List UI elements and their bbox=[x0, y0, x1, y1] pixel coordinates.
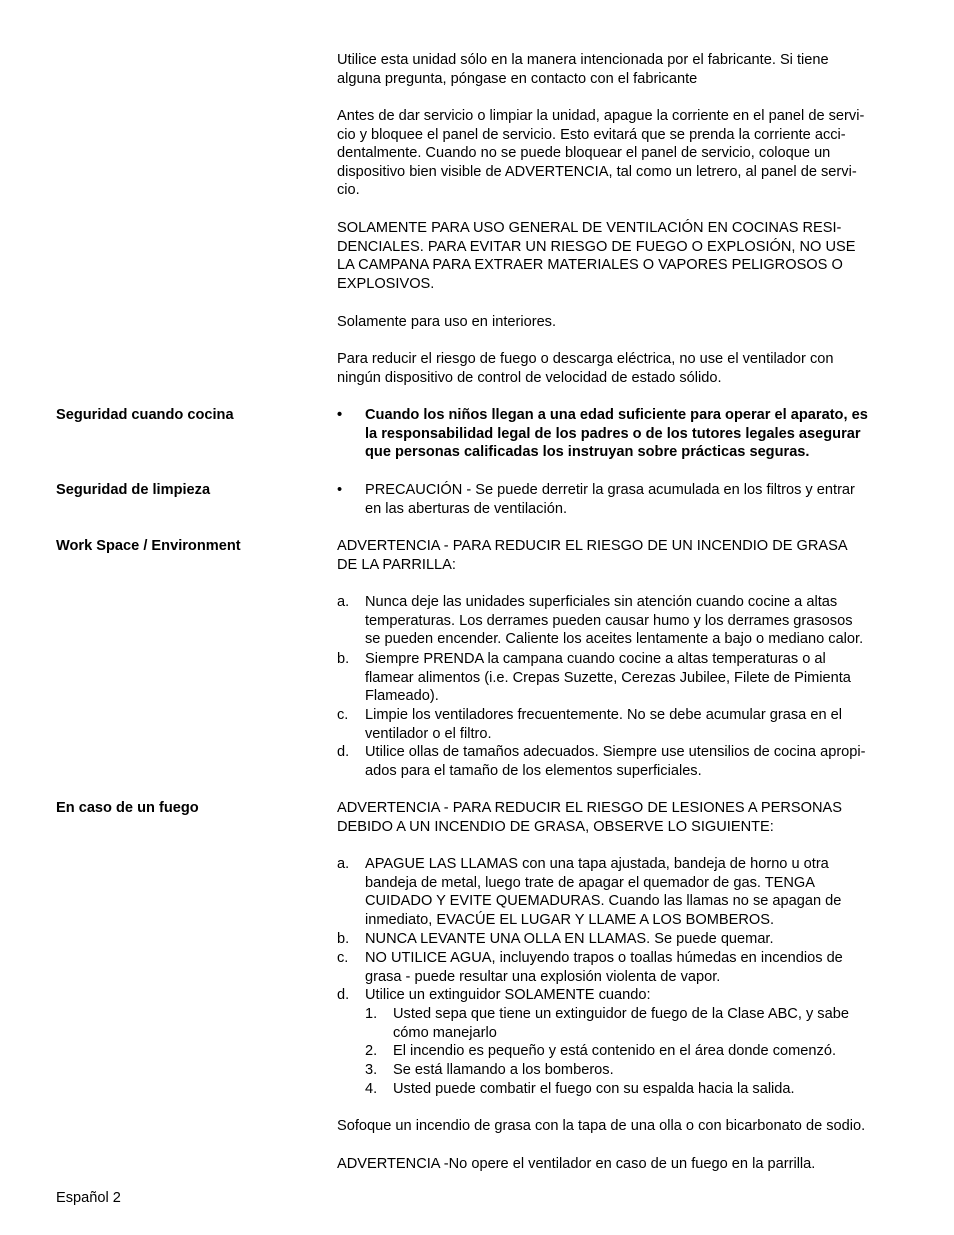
list-marker: c. bbox=[337, 950, 349, 966]
list-marker: d. bbox=[337, 987, 350, 1003]
sublist-item: El incendio es pequeño y está contenido en el área donde comenzó. bbox=[393, 1043, 836, 1059]
final-warning: ADVERTENCIA -No opere el ventilador en caso de un fuego en la parrilla. bbox=[337, 1156, 816, 1172]
list-marker: a. bbox=[337, 856, 350, 872]
page-number-footer: Español 2 bbox=[56, 1190, 121, 1206]
sublist-item: Usted puede combatir el fuego con su espalda hacia la salida. bbox=[393, 1081, 795, 1097]
list-item: NUNCA LEVANTE UNA OLLA EN LLAMAS. Se puede quemar. bbox=[365, 931, 774, 947]
cooking-safety-text: Cuando los niños llegan a una edad suficiente para operar el aparato, es la responsabilidad legal de los padres o de los tutores legales asegurar que personas calificadas los instruyan sobre prácticas seguras. bbox=[365, 407, 868, 461]
section-label-cooking-safety: Seguridad cuando cocina bbox=[56, 407, 234, 423]
intro-paragraph-2: Antes de dar servicio o limpiar la unidad, apague la corriente en el panel de servi- cio y bloquee el panel de servicio. Esto evitará que se prenda la corriente acci- dentalmente. Cuando no se puede bloquear el panel de servicio, coloque un dispositivo bien visible de ADVERTENCIA, tal como un letrero, al panel de servi- cio. bbox=[337, 108, 865, 199]
list-item: Nunca deje las unidades superficiales sin atención cuando cocine a altas temperaturas. Los derrames pueden causar humo y los derrames grasosos se pueden encender. Caliente los aceites lentamente a bajo o mediano calor. bbox=[365, 594, 864, 648]
list-marker: a. bbox=[337, 594, 350, 610]
list-item: NO UTILICE AGUA, incluyendo trapos o toallas húmedas en incendios de grasa - puede resultar una explosión violenta de vapor. bbox=[365, 950, 843, 985]
sublist-marker: 2. bbox=[365, 1043, 378, 1059]
intro-paragraph-4: Solamente para uso en interiores. bbox=[337, 314, 557, 330]
list-marker: d. bbox=[337, 744, 350, 760]
list-marker: b. bbox=[337, 651, 350, 667]
intro-paragraph-1: Utilice esta unidad sólo en la manera intencionada por el fabricante. Si tiene alguna pregunta, póngase en contacto con el fabricante bbox=[337, 52, 829, 87]
section-label-cleaning-safety: Seguridad de limpieza bbox=[56, 482, 211, 498]
sublist-item: Se está llamando a los bomberos. bbox=[393, 1062, 614, 1078]
intro-paragraph-5: Para reducir el riesgo de fuego o descarga eléctrica, no use el ventilador con ningún dispositivo de control de velocidad de estado sólido. bbox=[337, 351, 834, 386]
bullet-marker: • bbox=[337, 407, 343, 423]
bullet-marker: • bbox=[337, 482, 343, 498]
list-item: Utilice ollas de tamaños adecuados. Siempre use utensilios de cocina apropi- ados para el tamaño de los elementos superficiales. bbox=[365, 744, 866, 779]
list-item: Utilice un extinguidor SOLAMENTE cuando: bbox=[365, 987, 651, 1003]
sublist-item: Usted sepa que tiene un extinguidor de fuego de la Clase ABC, y sabe cómo manejarlo bbox=[393, 1006, 849, 1041]
list-marker: c. bbox=[337, 707, 349, 723]
list-marker: b. bbox=[337, 931, 350, 947]
sublist-marker: 3. bbox=[365, 1062, 378, 1078]
cleaning-safety-text: PRECAUCIÓN - Se puede derretir la grasa acumulada en los filtros y entrar en las aberturas de ventilación. bbox=[365, 482, 855, 517]
workspace-warning: ADVERTENCIA - PARA REDUCIR EL RIESGO DE UN INCENDIO DE GRASA DE LA PARRILLA: bbox=[337, 538, 848, 573]
fire-warning: ADVERTENCIA - PARA REDUCIR EL RIESGO DE LESIONES A PERSONAS DEBIDO A UN INCENDIO DE GRASA, OBSERVE LO SIGUIENTE: bbox=[337, 800, 842, 835]
list-item: APAGUE LAS LLAMAS con una tapa ajustada, bandeja de horno u otra bandeja de metal, luego trate de apagar el quemador de gas. TENGA CUIDADO Y EVITE QUEMADURAS. Cuando las llamas no se apagan de inmediato, EVACÚE EL LUGAR Y LLAME A LOS BOMBEROS. bbox=[365, 856, 842, 928]
section-label-workspace: Work Space / Environment bbox=[56, 538, 241, 554]
list-item: Limpie los ventiladores frecuentemente. No se debe acumular grasa en el ventilador o el filtro. bbox=[365, 707, 842, 742]
sublist-marker: 4. bbox=[365, 1081, 378, 1097]
sublist-marker: 1. bbox=[365, 1006, 378, 1022]
intro-paragraph-3: SOLAMENTE PARA USO GENERAL DE VENTILACIÓN EN COCINAS RESI- DENCIALES. PARA EVITAR UN RIESGO DE FUEGO O EXPLOSIÓN, NO USE LA CAMPANA PARA EXTRAER MATERIALES O VAPORES PELIGROSOS O EXPLOSIVOS. bbox=[337, 220, 856, 292]
list-item: Siempre PRENDA la campana cuando cocine a altas temperaturas o al flamear alimentos (i.e. Crepas Suzette, Cerezas Jubilee, Filete de Pimienta Flameado). bbox=[365, 651, 851, 705]
smother-instruction: Sofoque un incendio de grasa con la tapa de una olla o con bicarbonato de sodio. bbox=[337, 1118, 866, 1134]
section-label-fire: En caso de un fuego bbox=[56, 800, 199, 816]
